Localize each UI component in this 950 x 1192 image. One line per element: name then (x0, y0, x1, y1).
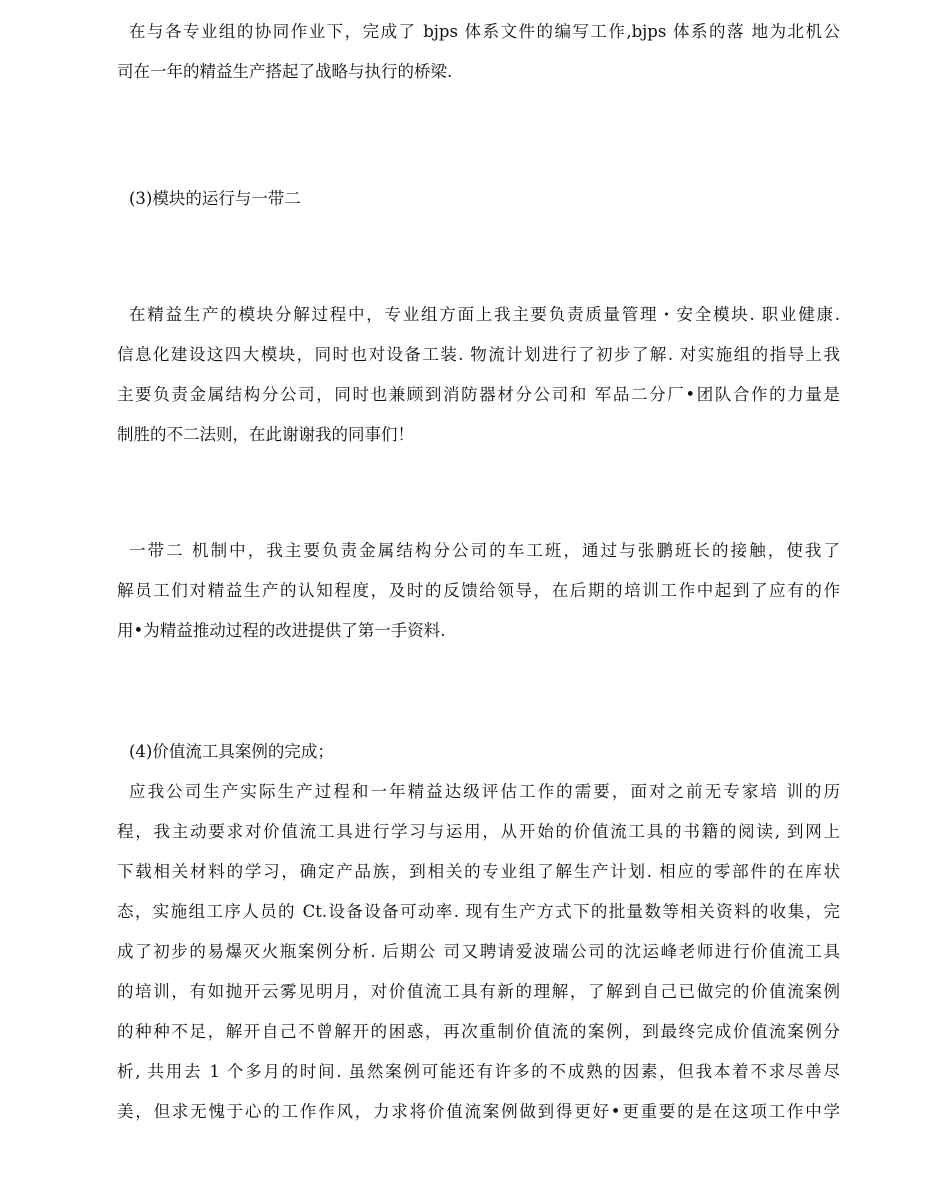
text-line: 的培训，有如抛开云雾见明月，对价值流工具有新的理解，了解到自己已做完的价值流案例 (117, 982, 840, 1001)
text-line: 析, 共用去 1 个多月的时间. 虽然案例可能还有许多的不成熟的因素，但我本着不求尽善尽 (117, 1062, 840, 1081)
paragraph-bjps (117, 12, 840, 92)
heading-text: (3)模块的运行与一带二 (129, 189, 301, 208)
section-heading-3 (117, 179, 840, 219)
text-line: 司在一年的精益生产搭起了战略与执行的桥梁. (117, 62, 453, 81)
text-line: 态，实施组工序人员的 Ct.设备设备可动率. 现有生产方式下的批量数等相关资料的收集，完 (117, 902, 840, 921)
text-line: 信息化建设这四大模块，同时也对设备工装. 物流计划进行了初步了解. 对实施组的指导上我 (117, 345, 840, 364)
heading-text: (4)价值流工具案例的完成； (129, 742, 334, 761)
text-line: 美，但求无愧于心的工作作风，力求将价值流案例做到得更好•更重要的是在这项工作中学 (117, 1102, 840, 1121)
paragraph-one-leads-two (117, 531, 840, 651)
text-line: 下载相关材料的学习，确定产品族，到相关的专业组了解生产计划. 相应的零部件的在库状 (117, 862, 840, 881)
paragraph-value-stream (117, 732, 840, 1132)
text-line: 在精益生产的模块分解过程中，专业组方面上我主要负责质量管理・安全模块. 职业健康. (129, 305, 840, 324)
text-line: 应我公司生产实际生产过程和一年精益达级评估工作的需要，面对之前无专家培 训的历 (129, 782, 840, 801)
text-line: 的种种不足，解开自己不曾解开的困惑，再次重制价值流的案例，到最终完成价值流案例分 (117, 1022, 840, 1041)
text-line: 在与各专业组的协同作业下，完成了 bjps 体系文件的编写工作,bjps 体系的落 地为北机公 (129, 22, 840, 41)
text-line: 解员工们对精益生产的认知程度，及时的反馈给领导，在后期的培训工作中起到了应有的作 (117, 581, 840, 600)
text-line: 用•为精益推动过程的改进提供了第一手资料. (117, 621, 446, 640)
paragraph-modules (117, 295, 840, 455)
text-line: 成了初步的易爆灭火瓶案例分析. 后期公 司又聘请爱波瑞公司的沈运峰老师进行价值流工具 (117, 942, 840, 961)
text-line: 制胜的不二法则，在此谢谢我的同事们！ (117, 425, 414, 444)
text-line: 程，我主动要求对价值流工具进行学习与运用，从开始的价值流工具的书籍的阅读, 到网上 (117, 822, 840, 841)
text-line: 一带二 机制中，我主要负责金属结构分公司的车工班，通过与张鹏班长的接触，使我了 (129, 541, 840, 560)
text-line: 主要负责金属结构分公司，同时也兼顾到消防器材分公司和 军品二分厂•团队合作的力量是 (117, 385, 840, 404)
